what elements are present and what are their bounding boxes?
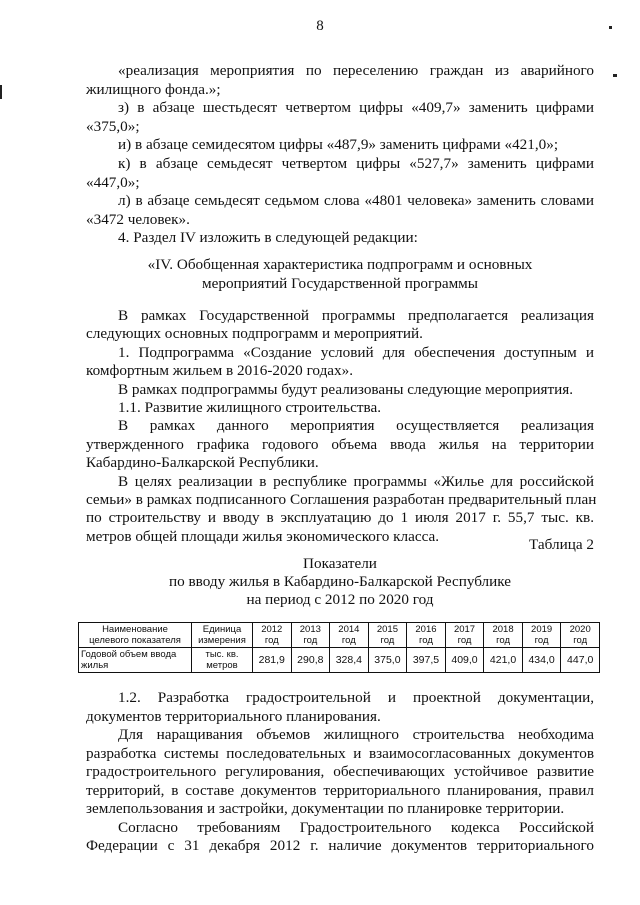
value-cell: 397,5 [407, 648, 446, 673]
value-cell: 281,9 [253, 648, 292, 673]
text-line: территорий, в составе документов территориального планирования, правил [86, 781, 594, 799]
text-line: «реализация мероприятия по переселению граждан из аварийного [118, 62, 594, 79]
table-title-line-3: на период с 2012 по 2020 год [246, 591, 434, 608]
text-line: «447,0»; [86, 173, 140, 191]
row-unit: тыс. кв. метров [192, 648, 253, 673]
text-line: и) в абзаце семидесятом цифры «487,9» заменить цифрами «421,0»; [118, 136, 559, 154]
header-year: 2016 год [407, 623, 446, 648]
header-year: 2012 год [253, 623, 292, 648]
text-line: В рамках данного мероприятия осуществляется реализация [118, 417, 594, 435]
header-year: 2014 год [330, 623, 369, 648]
value-cell: 290,8 [291, 648, 330, 673]
header-indicator-name: Наименование целевого показателя [79, 623, 192, 648]
text-line: документов территориального планирования. [86, 707, 381, 725]
text-line: 1.1. Развитие жилищного строительства. [118, 399, 381, 416]
header-year: 2019 год [522, 623, 561, 648]
text-line: В рамках Государственной программы предполагается реализация [118, 307, 594, 324]
header-year: 2018 год [484, 623, 523, 648]
text-line: жилищного фонда.»; [86, 80, 221, 98]
header-year: 2013 год [291, 623, 330, 648]
text-line: «375,0»; [86, 117, 140, 135]
header-year: 2015 год [368, 623, 407, 648]
text-line: Кабардино-Балкарской Республики. [86, 454, 319, 472]
header-year: 2020 год [561, 623, 600, 648]
value-cell: 328,4 [330, 648, 369, 673]
table-title-line-2: по вводу жилья в Кабардино-Балкарской Республике [168, 573, 512, 590]
text-line: Согласно требованиям Градостроительного кодекса Российской [118, 818, 594, 836]
text-line: метров общей площади жилья экономического класса. [86, 527, 440, 545]
text-line: «3472 человек». [86, 210, 190, 228]
housing-indicators-table [78, 622, 600, 673]
table-header-row [79, 623, 600, 648]
table-title-line-1: Показатели [303, 555, 377, 572]
row-indicator-name: Годовой объем ввода жилья [79, 648, 192, 673]
text-line: разработка системы последовательных и взаимосогласованных документов [86, 744, 594, 762]
text-line: к) в абзаце семьдесят четвертом цифры «527,7» заменить цифрами [118, 155, 594, 172]
text-line: семьи» в рамках подписанного Соглашения разработан предварительный план [86, 491, 597, 508]
text-line: 4. Раздел IV изложить в следующей редакции: [118, 229, 418, 247]
text-line: Федерации с 31 декабря 2012 г. наличие документов территориального [86, 837, 594, 854]
text-line: з) в абзаце шестьдесят четвертом цифры «409,7» заменить цифрами [118, 99, 594, 117]
text-line: утвержденного графика годового объема ввода жилья на территории [86, 435, 594, 453]
text-line: комфортным жильем в 2016-2020 годах». [86, 362, 354, 380]
text-line: следующих основных подпрограмм и мероприятий. [86, 325, 423, 343]
text-line: градостроительного регулирования, обеспечивающих устойчивое развитие [86, 763, 594, 780]
value-cell: 409,0 [445, 648, 484, 673]
value-cell: 434,0 [522, 648, 561, 673]
text-line: 1. Подпрограмма «Создание условий для обеспечения доступным и [118, 343, 594, 361]
section-title-line-2: мероприятий Государственной программы [202, 275, 478, 292]
header-year: 2017 год [445, 623, 484, 648]
text-line: Для наращивания объемов жилищного строительства необходима [118, 726, 594, 743]
header-unit: Единица измерения [192, 623, 253, 648]
text-line: В целях реализации в республике программы «Жилье для российской [118, 472, 594, 490]
page-number: 8 [316, 18, 324, 34]
scan-edge-mark [0, 85, 2, 99]
text-line: землепользования и застройки, документации по планировке территории. [86, 800, 565, 817]
value-cell: 375,0 [368, 648, 407, 673]
section-title-line-1: «IV. Обобщенная характеристика подпрограмм и основных [147, 256, 533, 273]
value-cell: 447,0 [561, 648, 600, 673]
table-row [79, 648, 600, 673]
text-line: 1.2. Разработка градостроительной и проектной документации, [118, 689, 594, 706]
text-line: по строительству и вводу в эксплуатацию до 1 июля 2017 г. 55,7 тыс. кв. [86, 509, 594, 527]
value-cell: 421,0 [484, 648, 523, 673]
scan-dot [609, 26, 612, 29]
text-line: л) в абзаце семьдесят седьмом слова «4801 человека» заменить словами [118, 192, 594, 210]
scan-dot [613, 74, 617, 77]
text-line: В рамках подпрограммы будут реализованы следующие мероприятия. [118, 380, 574, 398]
table-label: Таблица 2 [529, 536, 594, 553]
